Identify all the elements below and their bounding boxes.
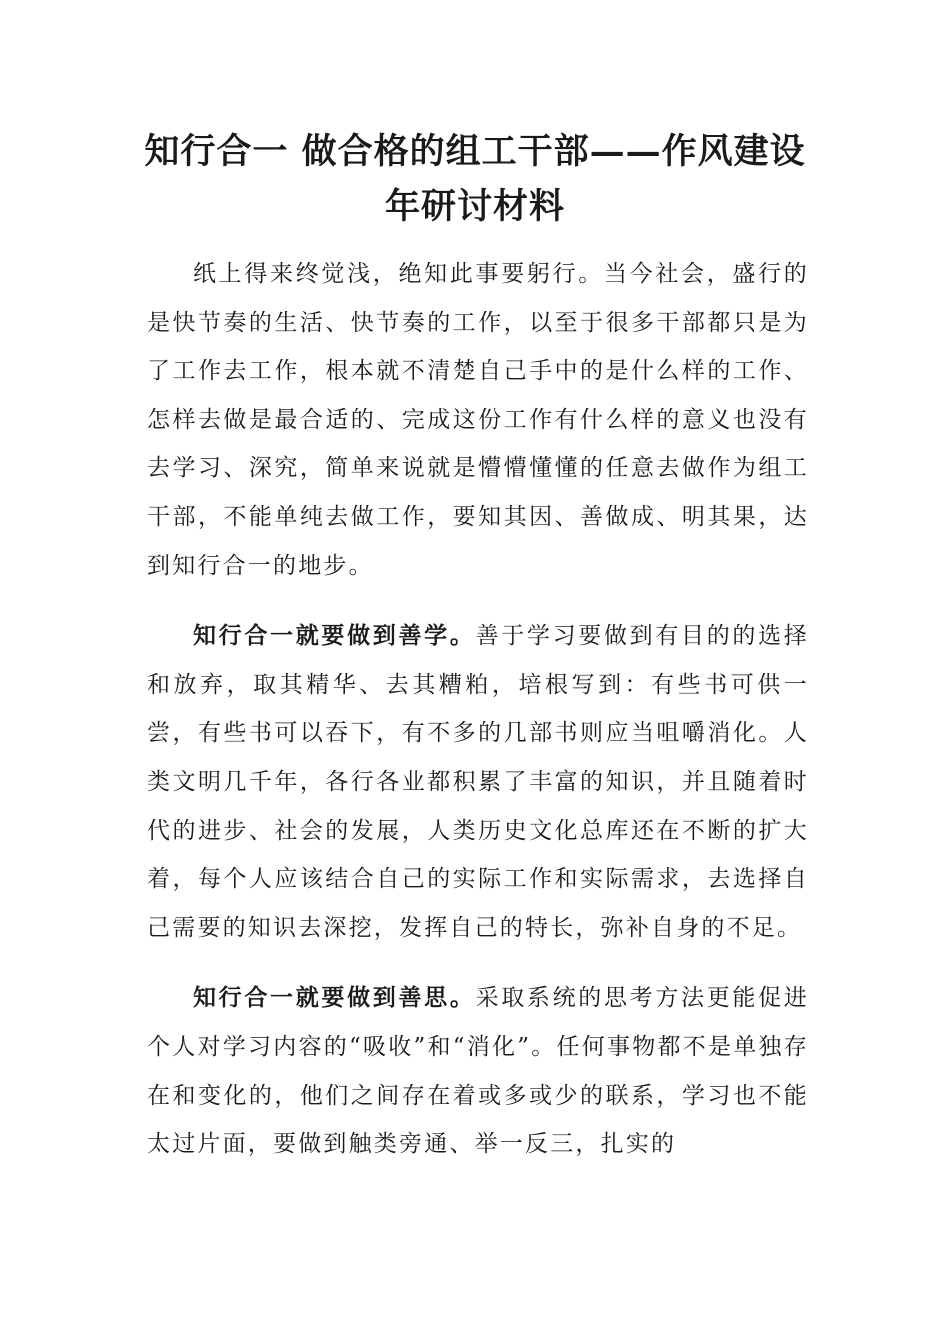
paragraph-text: 善于学习要做到有目的的选择和放弃，取其精华、去其糟粕，培根写到：有些书可供一尝，有些书可以吞下，有不多的几部书则应当咀嚼消化。人类文明几千年，各行各业都积累了丰富的知识，并且随着时代的进步、社会的发展，人类历史文化总库还在不断的扩大着，每个人应该结合自己的实际工作和实际需求，去选择自己需要的知识去深挖，发挥自己的特长，弥补自身的不足。	[147, 623, 809, 941]
document-title	[120, 124, 830, 234]
paragraph-good-thinking	[147, 974, 809, 1168]
paragraph-lead: 知行合一就要做到善思。	[193, 984, 476, 1012]
paragraph-text: 纸上得来终觉浅，绝知此事要躬行。当今社会，盛行的是快节奏的生活、快节奏的工作，以至于很多干部都只是为了工作去工作，根本就不清楚自己手中的是什么样的工作、怎样去做是最合适的、完成这份工作有什么样的意义也没有去学习、深究，简单来说就是懵懵懂懂的任意去做作为组工干部，不能单纯去做工作，要知其因、善做成、明其果，达到知行合一的地步。	[147, 261, 809, 579]
paragraph-text: 采取系统的思考方法更能促进个人对学习内容的“吸收”和“消化”。任何事物都不是单独存在和变化的，他们之间存在着或多或少的联系，学习也不能太过片面，要做到触类旁通、举一反三，扎实的	[147, 985, 809, 1158]
paragraph-good-learning	[147, 612, 809, 952]
title-line-1: 知行合一 做合格的组工干部——作风建设	[144, 131, 806, 172]
paragraph-intro	[147, 250, 809, 590]
title-line-2: 年研讨材料	[384, 186, 565, 227]
document-body	[147, 250, 809, 1191]
paragraph-lead: 知行合一就要做到善学。	[193, 622, 476, 650]
